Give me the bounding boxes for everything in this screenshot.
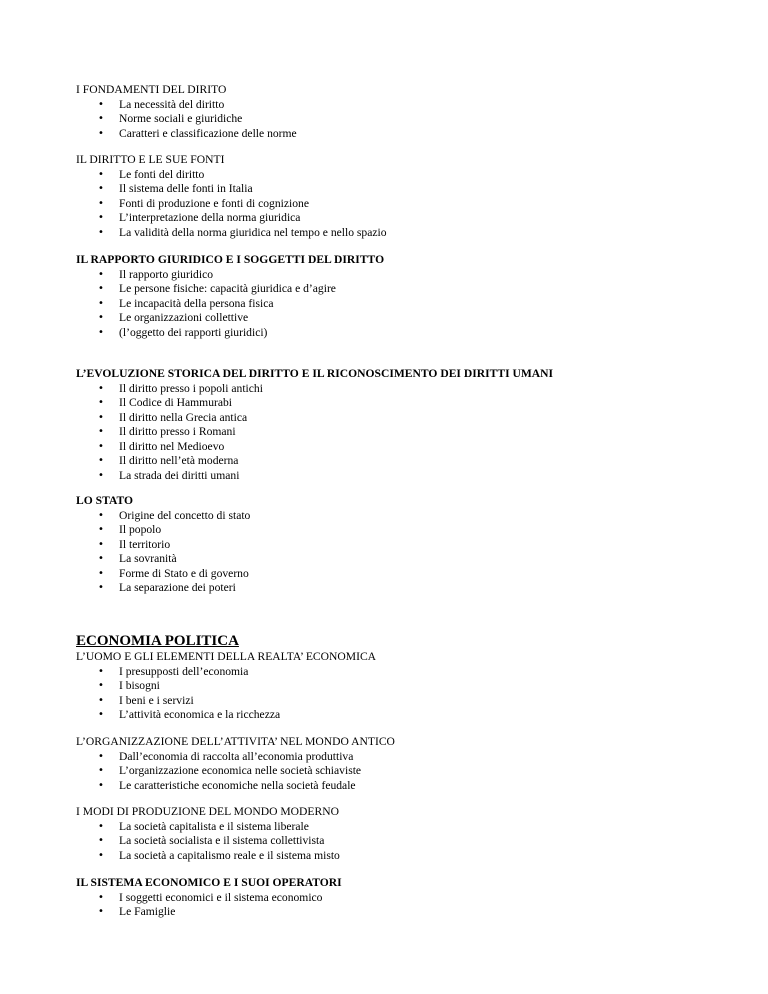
list-item: • Forme di Stato e di governo xyxy=(76,567,748,582)
section-heading: IL SISTEMA ECONOMICO E I SUOI OPERATORI xyxy=(76,876,342,889)
list-item: • Le fonti del diritto xyxy=(76,168,748,183)
list-item: • Dall’economia di raccolta all’economia produttiva xyxy=(76,750,748,765)
list-item: • L’attività economica e la ricchezza xyxy=(76,708,748,723)
list-item: • L’organizzazione economica nelle società schiaviste xyxy=(76,764,748,779)
section-stato xyxy=(76,494,748,596)
list-item: • La società capitalista e il sistema liberale xyxy=(76,820,748,835)
section-heading: LO STATO xyxy=(76,494,134,507)
list-item: • Il Codice di Hammurabi xyxy=(76,396,748,411)
section-heading: I MODI DI PRODUZIONE DEL MONDO MODERNO xyxy=(76,805,339,818)
list-item: • Il popolo xyxy=(76,523,748,538)
bullet-list xyxy=(76,891,748,920)
section-evoluzione-storica xyxy=(76,367,748,483)
list-item: • (l’oggetto dei rapporti giuridici) xyxy=(76,326,748,341)
section-uomo-realta-economica xyxy=(76,650,748,723)
list-item: • Il territorio xyxy=(76,538,748,553)
bullet-list xyxy=(76,268,748,341)
list-item: • La società a capitalismo reale e il sistema misto xyxy=(76,849,748,864)
section-heading: IL DIRITTO E LE SUE FONTI xyxy=(76,153,225,166)
list-item: • La società socialista e il sistema collettivista xyxy=(76,834,748,849)
list-item: • Le caratteristiche economiche nella società feudale xyxy=(76,779,748,794)
list-item: • Il rapporto giuridico xyxy=(76,268,748,283)
list-item: • La strada dei diritti umani xyxy=(76,469,748,484)
list-item: • L’interpretazione della norma giuridica xyxy=(76,211,748,226)
bullet-list xyxy=(76,98,748,142)
list-item: • I soggetti economici e il sistema economico xyxy=(76,891,748,906)
section-fondamenti xyxy=(76,83,748,141)
list-item: • Caratteri e classificazione delle norme xyxy=(76,127,748,142)
list-item: • Il diritto nell’età moderna xyxy=(76,454,748,469)
list-item: • Fonti di produzione e fonti di cognizione xyxy=(76,197,748,212)
bullet-list xyxy=(76,820,748,864)
list-item: • La separazione dei poteri xyxy=(76,581,748,596)
list-item: • Il diritto presso i Romani xyxy=(76,425,748,440)
section-heading: IL RAPPORTO GIURIDICO E I SOGGETTI DEL DIRITTO xyxy=(76,253,385,266)
section-rapporto-giuridico xyxy=(76,253,748,340)
bullet-list xyxy=(76,382,748,484)
section-heading: I FONDAMENTI DEL DIRITO xyxy=(76,83,227,96)
section-mondo-antico xyxy=(76,735,748,793)
bullet-list xyxy=(76,168,748,241)
bullet-list xyxy=(76,750,748,794)
list-item: • Le persone fisiche: capacità giuridica e d’agire xyxy=(76,282,748,297)
list-item: • Il diritto presso i popoli antichi xyxy=(76,382,748,397)
list-item: • Le incapacità della persona fisica xyxy=(76,297,748,312)
section-fonti xyxy=(76,153,748,240)
list-item: • Origine del concetto di stato xyxy=(76,509,748,524)
list-item: • Norme sociali e giuridiche xyxy=(76,112,748,127)
list-item: • La validità della norma giuridica nel tempo e nello spazio xyxy=(76,226,748,241)
list-item: • Il diritto nella Grecia antica xyxy=(76,411,748,426)
list-item: • I presupposti dell’economia xyxy=(76,665,748,680)
list-item: • Le Famiglie xyxy=(76,905,748,920)
list-item: • La sovranità xyxy=(76,552,748,567)
section-heading: L’UOMO E GLI ELEMENTI DELLA REALTA’ ECONOMICA xyxy=(76,650,377,663)
list-item: • Il sistema delle fonti in Italia xyxy=(76,182,748,197)
list-item: • Il diritto nel Medioevo xyxy=(76,440,748,455)
list-item: • Le organizzazioni collettive xyxy=(76,311,748,326)
economia-title: ECONOMIA POLITICA xyxy=(76,633,239,649)
section-mondo-moderno xyxy=(76,805,748,863)
bullet-list xyxy=(76,509,748,596)
list-item: • La necessità del diritto xyxy=(76,98,748,113)
list-item: • I bisogni xyxy=(76,679,748,694)
list-item: • I beni e i servizi xyxy=(76,694,748,709)
section-heading: L’ORGANIZZAZIONE DELL’ATTIVITA’ NEL MONDO ANTICO xyxy=(76,735,395,748)
section-heading: L’EVOLUZIONE STORICA DEL DIRITTO E IL RICONOSCIMENTO DEI DIRITTI UMANI xyxy=(76,367,554,380)
bullet-list xyxy=(76,665,748,723)
section-sistema-economico xyxy=(76,876,748,920)
